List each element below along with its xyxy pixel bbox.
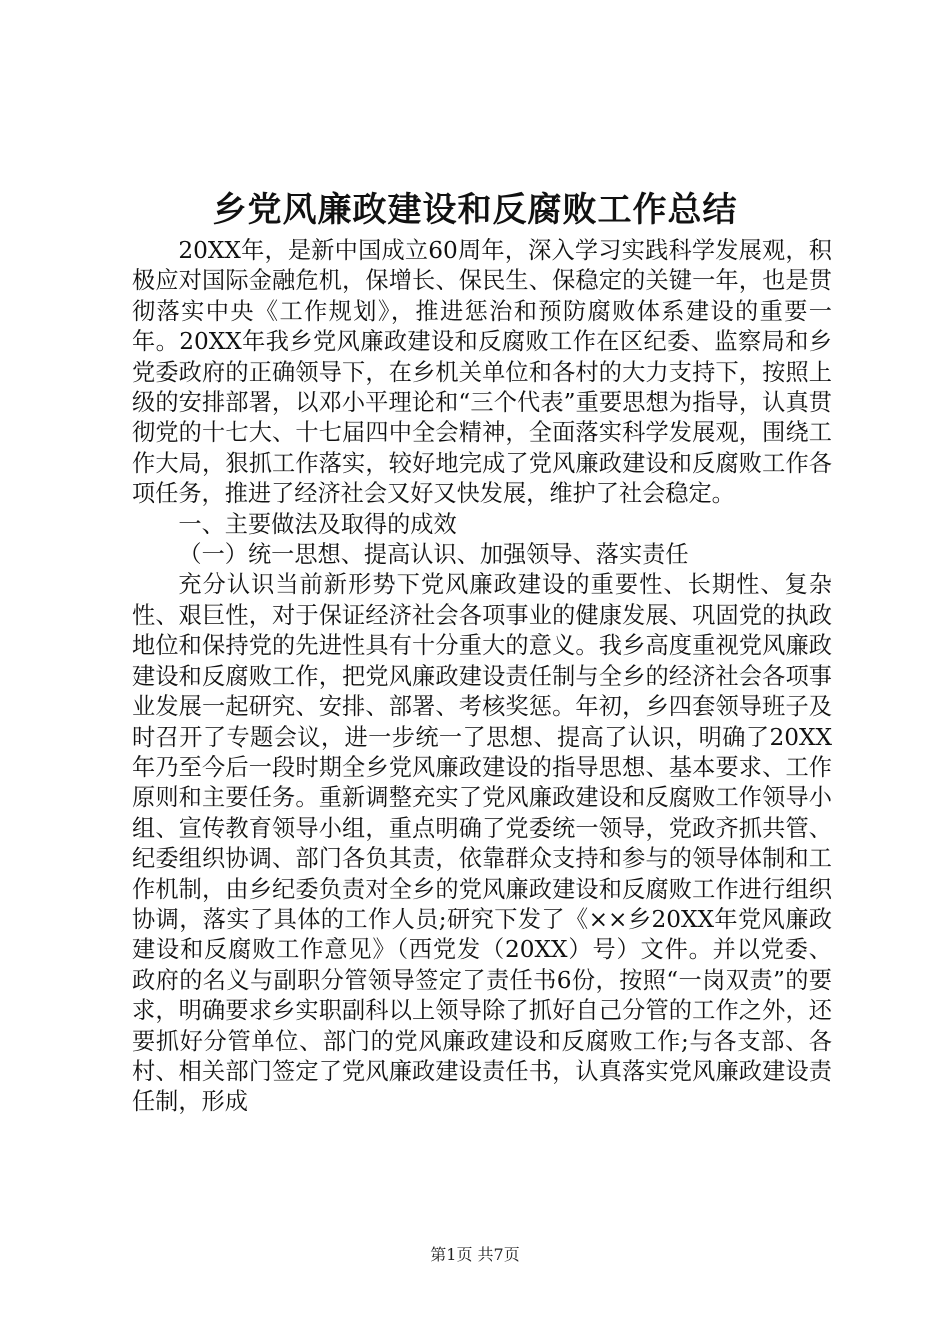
intro-paragraph: 20XX年，是新中国成立60周年，深入学习实践科学发展观，积极应对国际金融危机，保增长、保民生、保稳定的关键一年，也是贯彻落实中央《工作规划》，推进惩治和预防腐败体系建设的重要一年。20XX年我乡党风廉政建设和反腐败工作在区纪委、监察局和乡党委政府的正确领导下，在乡机关单位和各村的大力支持下，按照上级的安排部署，以邓小平理论和“三个代表”重要思想为指导，认真贯彻党的十七大、十七届四中全会精神，全面落实科学发展观，围绕工作大局，狠抓工作落实，较好地完成了党风廉政建设和反腐败工作各项任务，推进了经济社会又好又快发展，维护了社会稳定。 [132,237,832,508]
subsection-heading: （一）统一思想、提高认识、加强领导、落实责任 [178,541,689,569]
document-title: 乡党风廉政建设和反腐败工作总结 [212,190,738,230]
section-heading: 一、主要做法及取得的成效 [178,510,457,538]
page-number-footer: 第1页 共7页 [430,1245,520,1264]
document-body [132,236,832,1118]
body-paragraph: 充分认识当前新形势下党风廉政建设的重要性、长期性、复杂性、艰巨性，对于保证经济社会各项事业的健康发展、巩固党的执政地位和保持党的先进性具有十分重大的意义。我乡高度重视党风廉政建设和反腐败工作，把党风廉政建设责任制与全乡的经济社会各项事业发展一起研究、安排、部署、考核奖惩。年初，乡四套领导班子及时召开了专题会议，进一步统一了思想、提高了认识，明确了20XX年乃至今后一段时期全乡党风廉政建设的指导思想、基本要求、工作原则和主要任务。重新调整充实了党风廉政建设和反腐败工作领导小组、宣传教育领导小组，重点明确了党委统一领导，党政齐抓共管、纪委组织协调、部门各负其责，依靠群众支持和参与的领导体制和工作机制，由乡纪委负责对全乡的党风廉政建设和反腐败工作进行组织协调，落实了具体的工作人员;研究下发了《××乡20XX年党风廉政建设和反腐败工作意见》（西党发（20XX）号）文件。并以党委、政府的名义与副职分管领导签定了责任书6份，按照“一岗双责”的要求，明确要求乡实职副科以上领导除了抓好自己分管的工作之外，还要抓好分管单位、部门的党风廉政建设和反腐败工作;与各支部、各村、相关部门签定了党风廉政建设责任书，认真落实党风廉政建设责任制，形成 [132,571,832,1116]
